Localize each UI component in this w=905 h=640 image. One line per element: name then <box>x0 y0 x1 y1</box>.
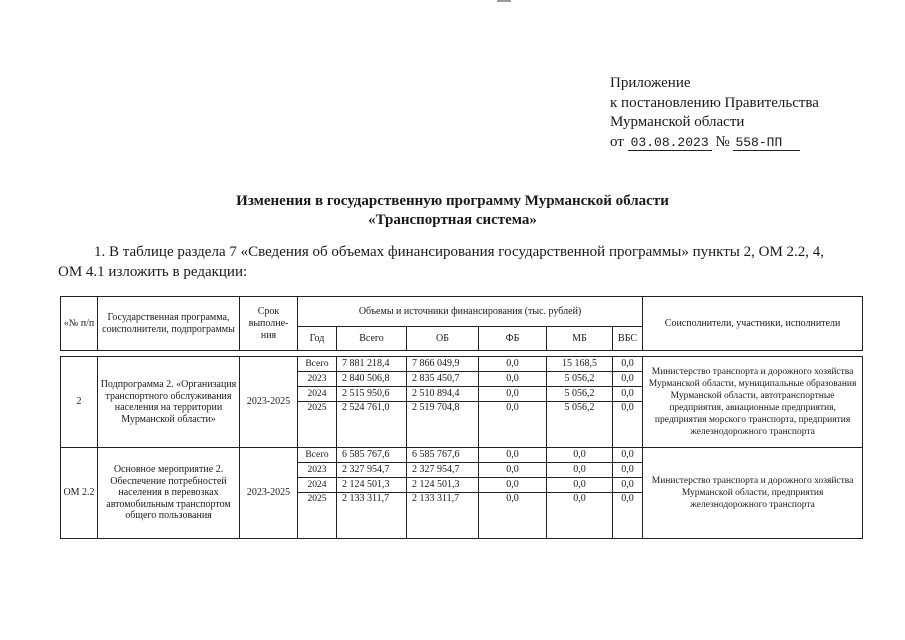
cell-fb: 0,0 <box>479 372 547 387</box>
cell-ob: 2 510 894,4 <box>407 387 479 402</box>
appendix-date-line <box>610 133 819 153</box>
cell-mb: 0,0 <box>547 463 613 478</box>
row-num: ОМ 2.2 <box>61 448 98 539</box>
cell-total: 6 585 767,6 <box>337 448 407 463</box>
cell-ob: 2 124 501,3 <box>407 478 479 493</box>
cell-year: 2024 <box>298 478 337 493</box>
cell-mb: 5 056,2 <box>547 402 613 448</box>
cell-fb: 0,0 <box>479 493 547 539</box>
cell-year: Всего <box>298 357 337 372</box>
row-num: 2 <box>61 357 98 448</box>
cell-total: 2 133 311,7 <box>337 493 407 539</box>
cell-fb: 0,0 <box>479 387 547 402</box>
appendix-from-label: от <box>610 133 624 150</box>
appendix-number: 558-ПП <box>733 135 800 151</box>
appendix-block <box>610 74 819 152</box>
cell-total: 2 515 950,6 <box>337 387 407 402</box>
appendix-number-sign: № <box>715 133 730 150</box>
cell-ob: 2 133 311,7 <box>407 493 479 539</box>
appendix-line-3: Мурманской области <box>610 114 745 130</box>
row-term: 2023-2025 <box>240 357 298 448</box>
cell-fb: 0,0 <box>479 463 547 478</box>
row-term: 2023-2025 <box>240 448 298 539</box>
cell-ob: 7 866 049,9 <box>407 357 479 372</box>
appendix-line-2: к постановлению Правительства <box>610 94 819 111</box>
cell-total: 2 840 506,8 <box>337 372 407 387</box>
col-mb-header: МБ <box>547 327 613 351</box>
row-coexec: Министерство транспорта и дорожного хозяйства Мурманской области, муниципальные образования Мурманской области, автотранспортные предприятия, авиационные предприятия, предприятия морского транспорта, предприятия железнодорожного транспорта <box>643 357 863 448</box>
paragraph-1: 1. В таблице раздела 7 «Сведения об объемах финансирования государственной программы» пункты 2, ОМ 2.2, 4, ОМ 4.1 изложить в редакции: <box>58 244 825 280</box>
document-title <box>0 192 905 230</box>
table-header-row-1 <box>61 297 863 327</box>
appendix-line-1: Приложение <box>610 75 691 91</box>
cell-vbs: 0,0 <box>613 357 643 372</box>
cell-year: 2025 <box>298 493 337 539</box>
cell-year: 2023 <box>298 372 337 387</box>
col-program-header: Государственная программа, соисполнители, подпрограммы <box>98 297 240 351</box>
cell-vbs: 0,0 <box>613 478 643 493</box>
cell-mb: 5 056,2 <box>547 387 613 402</box>
cell-mb: 5 056,2 <box>547 372 613 387</box>
cell-ob: 2 519 704,8 <box>407 402 479 448</box>
cell-total: 2 524 761,0 <box>337 402 407 448</box>
row-program: Подпрограмма 2. «Организация транспортного обслуживания населения на территории Мурманской области» <box>98 357 240 448</box>
cell-total: 2 124 501,3 <box>337 478 407 493</box>
cell-mb: 0,0 <box>547 493 613 539</box>
col-year-header: Год <box>298 327 337 351</box>
cell-year: 2024 <box>298 387 337 402</box>
cell-year: Всего <box>298 448 337 463</box>
cell-mb: 0,0 <box>547 478 613 493</box>
financing-table <box>60 296 863 539</box>
col-coexec-header: Соисполнители, участники, исполнители <box>643 297 863 351</box>
col-term-header: Срок выполне-ния <box>240 297 298 351</box>
table-row <box>61 357 863 372</box>
cell-vbs: 0,0 <box>613 402 643 448</box>
cell-year: 2023 <box>298 463 337 478</box>
title-line-2: «Транспортная система» <box>368 212 537 228</box>
cell-mb: 15 168,5 <box>547 357 613 372</box>
cell-vbs: 0,0 <box>613 372 643 387</box>
col-num-header: «№ п/п <box>61 297 98 351</box>
col-ob-header: ОБ <box>407 327 479 351</box>
cell-ob: 2 835 450,7 <box>407 372 479 387</box>
cell-total: 2 327 954,7 <box>337 463 407 478</box>
col-fb-header: ФБ <box>479 327 547 351</box>
cell-mb: 0,0 <box>547 448 613 463</box>
cell-vbs: 0,0 <box>613 387 643 402</box>
scan-mark <box>497 0 511 2</box>
col-total-header: Всего <box>337 327 407 351</box>
row-coexec: Министерство транспорта и дорожного хозяйства Мурманской области, предприятия железнодорожного транспорта <box>643 448 863 539</box>
row-program: Основное мероприятие 2. Обеспечение потребностей населения в перевозках автомобильным транспортом общего пользования <box>98 448 240 539</box>
title-line-1: Изменения в государственную программу Мурманской области <box>236 193 669 209</box>
cell-fb: 0,0 <box>479 402 547 448</box>
cell-ob: 6 585 767,6 <box>407 448 479 463</box>
cell-vbs: 0,0 <box>613 463 643 478</box>
cell-year: 2025 <box>298 402 337 448</box>
col-vbs-header: ВБС <box>613 327 643 351</box>
cell-fb: 0,0 <box>479 478 547 493</box>
appendix-date: 03.08.2023 <box>628 135 712 151</box>
table-row <box>61 448 863 463</box>
cell-vbs: 0,0 <box>613 493 643 539</box>
cell-fb: 0,0 <box>479 357 547 372</box>
cell-total: 7 881 218,4 <box>337 357 407 372</box>
cell-ob: 2 327 954,7 <box>407 463 479 478</box>
col-volumes-header: Объемы и источники финансирования (тыс. рублей) <box>298 297 643 327</box>
cell-vbs: 0,0 <box>613 448 643 463</box>
cell-fb: 0,0 <box>479 448 547 463</box>
